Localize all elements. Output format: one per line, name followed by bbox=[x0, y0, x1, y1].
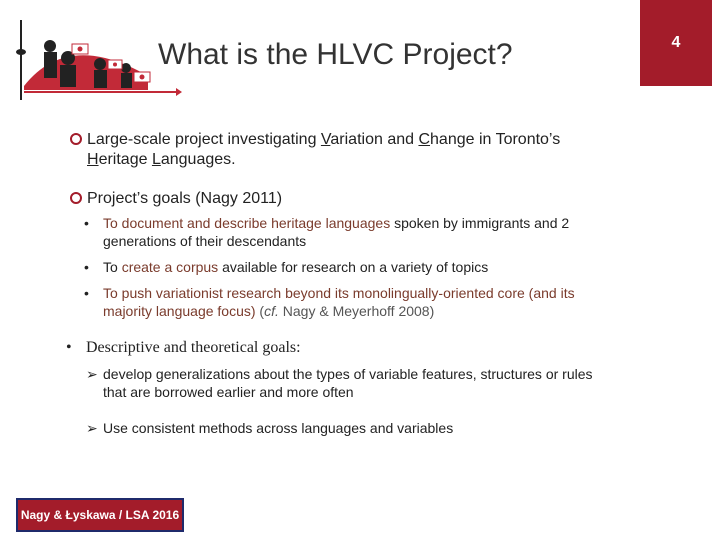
b1-languages: anguages. bbox=[160, 151, 236, 168]
sub2-c: available for research on a variety of topics bbox=[218, 259, 489, 275]
b1-h: H bbox=[87, 151, 99, 168]
circle-bullet-icon bbox=[70, 192, 82, 204]
sub2-a: To bbox=[103, 259, 122, 275]
sub-bullet-variationist bbox=[84, 284, 664, 320]
sub2-b: create a corpus bbox=[121, 259, 219, 275]
b1-v: V bbox=[320, 131, 331, 148]
b3-text: Descriptive and theoretical goals: bbox=[86, 339, 301, 356]
b1-change: hange in Toronto’s bbox=[430, 131, 561, 148]
arrow1-b: that are borrowed earlier and more often bbox=[103, 384, 354, 400]
arrow-bullet-generalizations bbox=[86, 365, 666, 401]
sub-bullet-document bbox=[84, 214, 664, 250]
sub3-a: To push variationist research beyond its monolingually-oriented core (and its bbox=[103, 285, 575, 301]
dot-bullet: • bbox=[66, 339, 72, 356]
arrow1-a: develop generalizations about the types of variable features, structures or rules bbox=[103, 366, 593, 382]
logo-icon bbox=[8, 14, 183, 104]
footer-credit: Nagy & Łyskawa / LSA 2016 bbox=[16, 498, 184, 532]
sub-bullet-corpus bbox=[84, 258, 488, 276]
sub3-c: ( bbox=[255, 303, 265, 319]
arrow-bullet-icon: ➢ bbox=[86, 420, 98, 436]
bullet-project-description bbox=[70, 130, 630, 170]
arrow2: Use consistent methods across languages and variables bbox=[103, 420, 454, 436]
slide-title: What is the HLVC Project? bbox=[158, 38, 513, 71]
arrow-bullet-methods bbox=[86, 419, 453, 437]
sub1-a: To document and describe heritage languages bbox=[103, 215, 391, 231]
sub3-b: majority language focus) bbox=[103, 303, 256, 319]
sub1-b: spoken by immigrants and 2 bbox=[390, 215, 570, 231]
sub3-d: Nagy & Meyerhoff 2008) bbox=[278, 303, 435, 319]
dot-bullet: • bbox=[84, 259, 89, 275]
sub3-cf: cf. bbox=[264, 303, 279, 319]
bullet-descriptive-goals bbox=[66, 338, 301, 358]
b1-heritage: eritage bbox=[98, 151, 152, 168]
page-number: 4 bbox=[671, 34, 681, 51]
dot-bullet: • bbox=[84, 215, 89, 231]
circle-bullet-icon bbox=[70, 133, 82, 145]
sub1-c: generations of their descendants bbox=[103, 233, 307, 249]
b1-c: C bbox=[418, 131, 431, 148]
b1-l: L bbox=[151, 151, 161, 168]
b2-text: Project’s goals (Nagy 2011) bbox=[87, 190, 283, 207]
b1-variation: ariation and bbox=[330, 131, 419, 148]
b1-prefix: Large-scale project investigating bbox=[87, 131, 321, 148]
dot-bullet: • bbox=[84, 285, 89, 301]
page-number-badge bbox=[640, 0, 712, 86]
arrow-bullet-icon: ➢ bbox=[86, 366, 98, 382]
bullet-project-goals bbox=[70, 189, 282, 209]
